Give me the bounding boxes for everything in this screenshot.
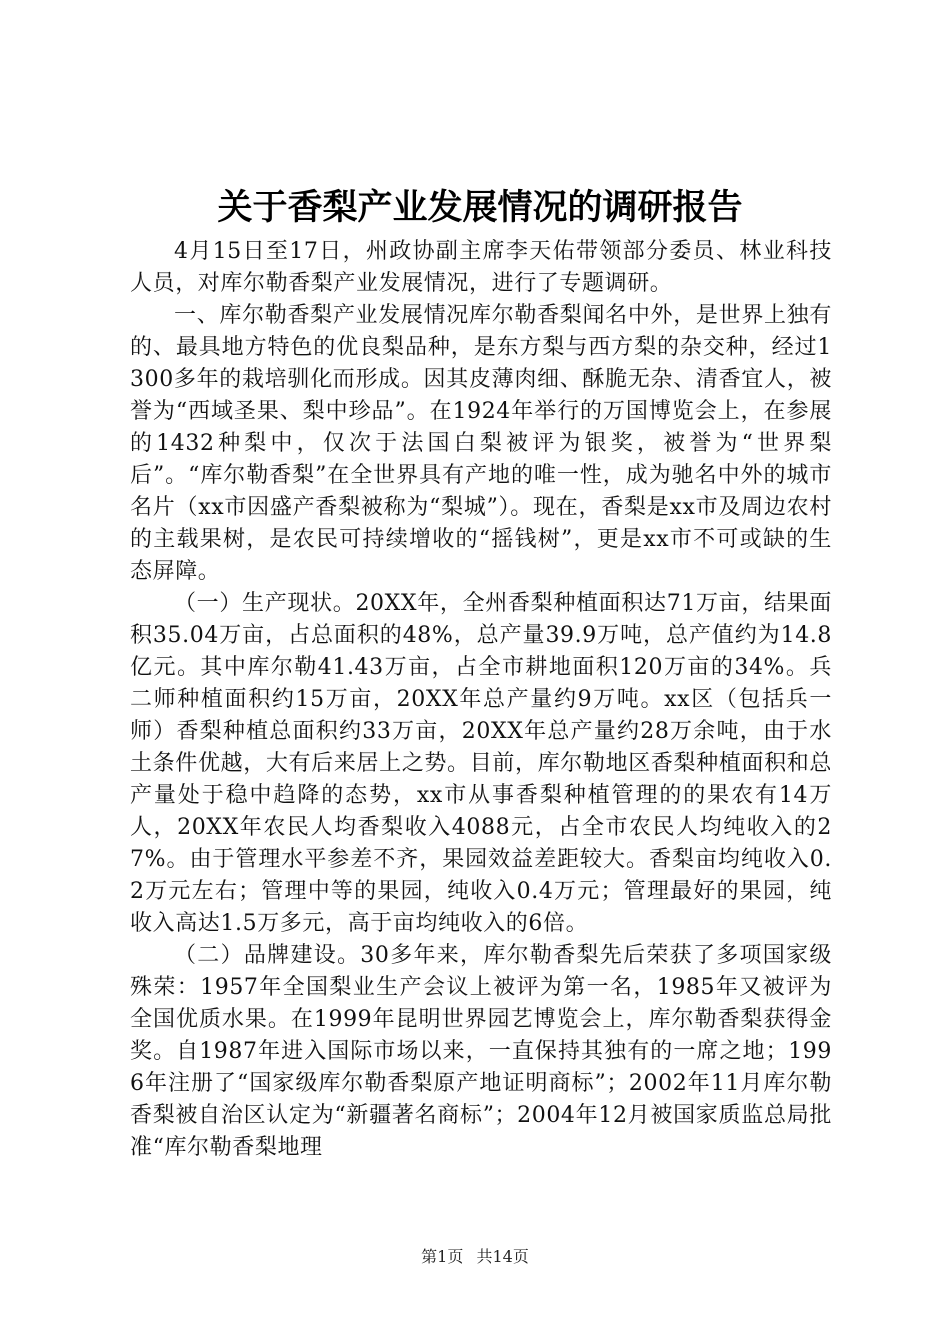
page-total: 共14页 [476,1247,529,1266]
paragraph-section-one: 一、库尔勒香梨产业发展情况库尔勒香梨闻名中外，是世界上独有的、最具地方特色的优良梨品种，是东方梨与西方梨的杂交种，经过1300多年的栽培驯化而形成。因其皮薄肉细、酥脆无杂、清香宜人，被誉为“西域圣果、梨中珍品”。在1924年举行的万国博览会上，在参展的1432种梨中，仅次于法国白梨被评为银奖，被誉为“世界梨后”。“库尔勒香梨”在全世界具有产地的唯一性，成为驰名中外的城市名片（xx市因盛产香梨被称为“梨城”）。现在，香梨是xx市及周边农村的主载果树，是农民可持续增收的“摇钱树”，更是xx市不可或缺的生态屏障。 [130,303,832,584]
page-number: 第1页 [421,1247,464,1266]
document-title: 关于香梨产业发展情况的调研报告 [217,187,743,228]
paragraph-production-status: （一）生产现状。20XX年，全州香梨种植面积达71万亩，结果面积35.04万亩，占总面积的48%，总产量39.9万吨，总产值约为14.8亿元。其中库尔勒41.43万亩，占全市耕地面积120万亩的34%。兵二师种植面积约15万亩，20XX年总产量约9万吨。xx区（包括兵一师）香梨种植总面积约33万亩，20XX年总产量约28万余吨，由于水土条件优越，大有后来居上之势。目前，库尔勒地区香梨种植面积和总产量处于稳中趋降的态势，xx市从事香梨种植管理的的果农有14万人，20XX年农民人均香梨收入4088元，占全市农民人均纯收入的27%。由于管理水平参差不齐，果园效益差距较大。香梨亩均纯收入0.2万元左右；管理中等的果园，纯收入0.4万元；管理最好的果园，纯收入高达1.5万多元，高于亩均纯收入的6倍。 [130,591,832,936]
paragraph-intro: 4月15日至17日，州政协副主席李天佑带领部分委员、林业科技人员，对库尔勒香梨产业发展情况，进行了专题调研。 [130,239,832,296]
document-body [130,236,832,1164]
paragraph-brand-building: （二）品牌建设。30多年来，库尔勒香梨先后荣获了多项国家级殊荣：1957年全国梨业生产会议上被评为第一名，1985年又被评为全国优质水果。在1999年昆明世界园艺博览会上，库尔勒香梨获得金奖。自1987年进入国际市场以来，一直保持其独有的一席之地；1996年注册了“国家级库尔勒香梨原产地证明商标”；2002年11月库尔勒香梨被自治区认定为“新疆著名商标”；2004年12月被国家质监总局批准“库尔勒香梨地理 [130,943,832,1160]
page-footer [0,1246,950,1268]
